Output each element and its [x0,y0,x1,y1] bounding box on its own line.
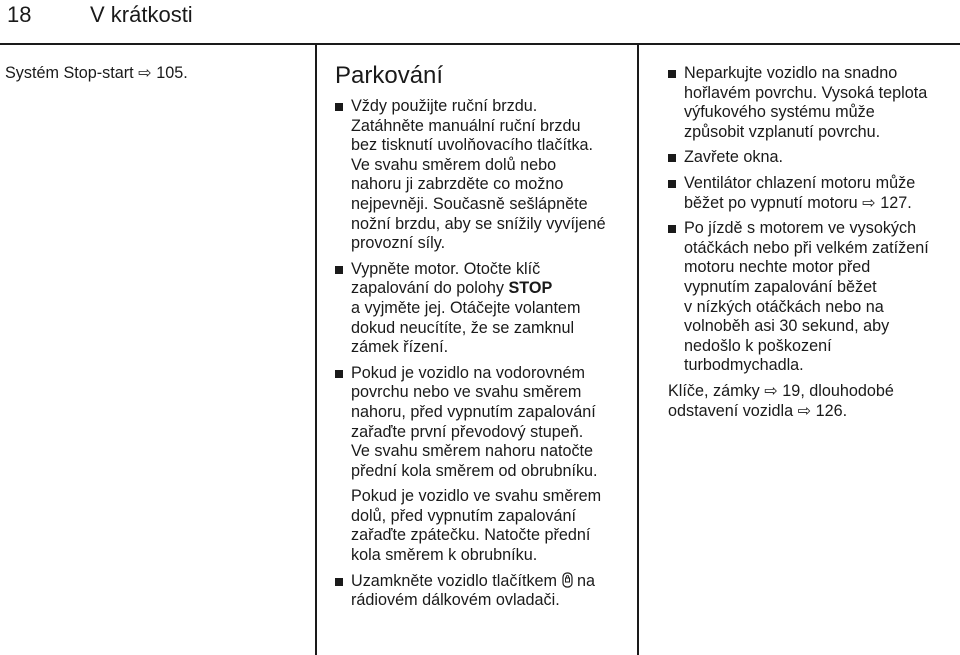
text-line: nejpevněji. Současně sešlápněte [351,194,588,213]
text-line: dokud neucítíte, že se zamknul [351,318,575,337]
bullet-flammable-surface [668,64,958,142]
text-line: Neparkujte vozidlo na snadno [684,64,898,82]
text-line: zařaďte zpátečku. Natočte přední [351,526,591,545]
text-line: Po jízdě s motorem ve vysokých [684,219,917,238]
chapter-title: V krátkosti [90,2,193,27]
section-title: Parkování [335,62,444,89]
text-line [351,279,635,299]
text-line: Zavřete okna. [684,148,783,167]
text-line: Vždy použijte ruční brzdu. [351,97,538,115]
text-line: nedošlo k poškození [684,336,832,355]
text-fragment: na [577,571,596,590]
text-line: odstavení vozidla ⇨ 126. [668,401,848,420]
bullet-close-windows [668,148,958,168]
bullet-cooling-fan [668,174,958,213]
text-line: Zatáhněte manuální ruční brzdu [351,116,581,135]
text-line: přední kola směrem od obrubníku. [351,461,598,480]
text-line: výfukového systému může [684,103,875,122]
column-2 [335,62,635,611]
text-line [351,572,635,592]
text-fragment: zapalování do polohy [351,279,504,298]
text-line: Vypněte motor. Otočte klíč [351,259,541,278]
bullet-engine-off [335,260,635,358]
text-line: otáčkách nebo při velkém zatížení [684,238,929,257]
header-rule [0,43,960,45]
text-line: povrchu nebo ve svahu směrem [351,383,582,402]
bullet-lock-vehicle [335,572,635,611]
text-line: Klíče, zámky ⇨ 19, dlouhodobé [668,381,894,400]
text-line: kola směrem k obrubníku. [351,546,538,565]
text-line: Ventilátor chlazení motoru může [684,173,916,192]
column-1 [5,64,188,84]
column-divider-right [637,44,639,655]
text-line: motoru nechte motor před [684,258,871,277]
text-fragment: Uzamkněte vozidlo tlačítkem [351,571,558,590]
text-line: způsobit vzplanutí povrchu. [684,122,881,141]
text-line: rádiovém dálkovém ovladači. [351,591,560,610]
text-line: Pokud je vozidlo ve svahu směrem [351,487,602,506]
stop-position-label: STOP [508,279,553,298]
text-line: volnoběh asi 30 sekund, aby [684,317,890,336]
bullet-gear-selection [335,364,635,566]
cross-reference-paragraph [668,382,958,421]
page-header [0,0,960,44]
text-line: nožní brzdu, aby se snížily vyvíjené [351,214,606,233]
column-divider-left [315,44,317,655]
bullet-handbrake [335,97,635,254]
text-line: provozní síly. [351,234,446,253]
text-line: bez tisknutí uvolňovacího tlačítka. [351,136,594,155]
text-line: zařaďte první převodový stupeň. [351,422,584,441]
text-line: Pokud je vozidlo na vodorovném [351,363,585,382]
text-line: Ve svahu směrem nahoru natočte [351,442,594,461]
column-3 [668,64,958,421]
text-line: dolů, před vypnutím zapalování [351,506,576,525]
page-number: 18 [7,2,32,27]
text-line: nahoru, před vypnutím zapalování [351,402,596,421]
text-line: turbodmychadla. [684,356,804,375]
text-line: běžet po vypnutí motoru ⇨ 127. [684,193,912,212]
text-line: Ve svahu směrem dolů nebo [351,155,557,174]
text-line: zámek řízení. [351,338,449,357]
text-line: v nízkých otáčkách nebo na [684,297,884,316]
text-line: hořlavém povrchu. Vysoká teplota [684,83,928,102]
text-line: a vyjměte jej. Otáčejte volantem [351,298,581,317]
text-line: nahoru ji zabrzděte co možno [351,175,564,194]
lock-button-icon [562,572,573,590]
text-line: vypnutím zapalování běžet [684,277,877,296]
bullet-turbo-cooldown [668,219,958,376]
stop-start-reference: Systém Stop-start ⇨ 105. [5,64,188,82]
